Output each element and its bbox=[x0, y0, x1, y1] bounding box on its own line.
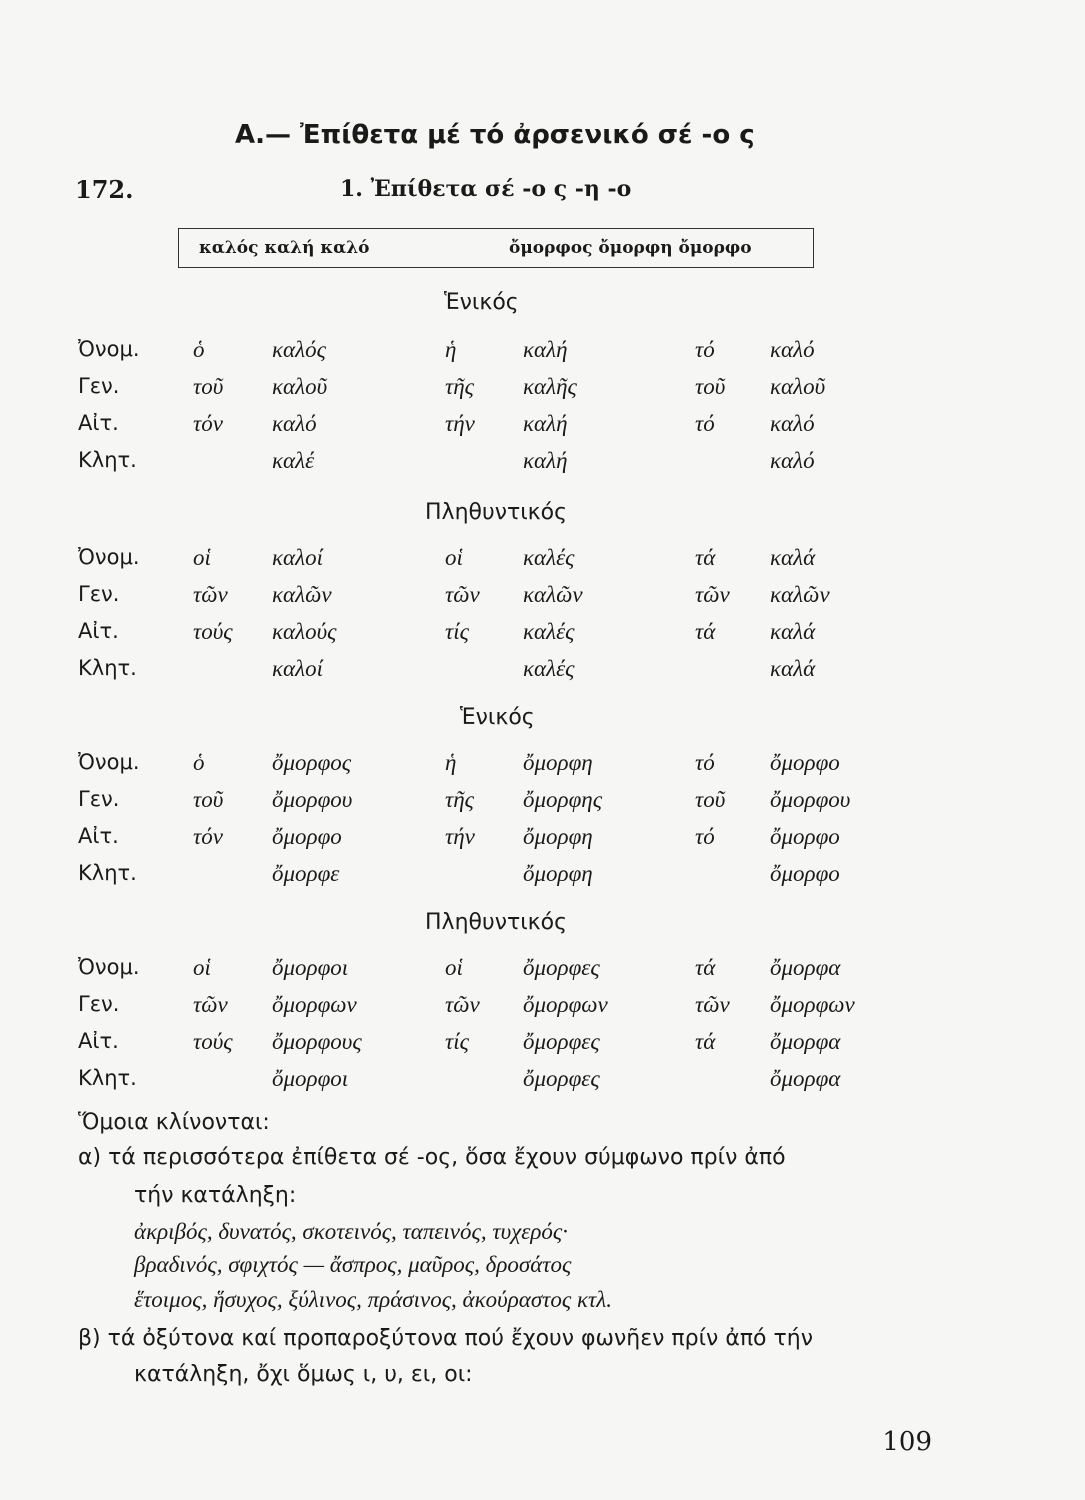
adjective-masc: ὄμορφε bbox=[272, 861, 340, 886]
article-fem: τῆς bbox=[445, 374, 474, 399]
adjective-fem: καλῶν bbox=[523, 582, 583, 607]
article-masc: τούς bbox=[193, 619, 233, 644]
adjective-fem: καλές bbox=[523, 619, 575, 644]
table-row bbox=[0, 1029, 1085, 1063]
adjective-fem: ὄμορφη bbox=[523, 824, 593, 849]
article-masc: τοῦ bbox=[193, 374, 224, 399]
box-right-paradigm: ὄμορφος ὄμορφη ὄμορφο bbox=[509, 238, 752, 258]
article-fem: τῶν bbox=[445, 992, 480, 1017]
notes-intro: Ὅμοια κλίνονται: bbox=[78, 1110, 270, 1135]
case-label: Γεν. bbox=[78, 992, 120, 1016]
adjective-masc: καλοῦ bbox=[272, 374, 328, 399]
article-masc: τοῦ bbox=[193, 787, 224, 812]
paragraph-number: 172. bbox=[75, 175, 134, 204]
table-row bbox=[0, 1066, 1085, 1100]
article-neut: τά bbox=[695, 619, 716, 644]
adjective-masc: καλέ bbox=[272, 448, 315, 473]
page-number: 109 bbox=[882, 1427, 932, 1457]
adjective-masc: ὄμορφου bbox=[272, 787, 353, 812]
case-label: Κλητ. bbox=[78, 1066, 137, 1090]
table-row bbox=[0, 619, 1085, 653]
article-neut: τό bbox=[695, 824, 715, 849]
case-label: Γεν. bbox=[78, 374, 120, 398]
adjective-masc: ὄμορφος bbox=[272, 750, 352, 775]
article-masc: τῶν bbox=[193, 992, 228, 1017]
case-label: Κλητ. bbox=[78, 656, 137, 680]
adjective-neut: καλό bbox=[770, 448, 815, 473]
adjective-masc: ὄμορφο bbox=[272, 824, 342, 849]
note-a-examples-3: ἕτοιμος, ἥσυχος, ξύλινος, πράσινος, ἀκούραστος κτλ. bbox=[134, 1287, 612, 1312]
heading-singular: Ἑνικός bbox=[460, 705, 535, 730]
article-fem: οἱ bbox=[445, 955, 463, 980]
article-neut: τά bbox=[695, 1029, 716, 1054]
article-fem: ἡ bbox=[445, 750, 457, 775]
adjective-fem: ὄμορφης bbox=[523, 787, 603, 812]
adjective-fem: καλῆς bbox=[523, 374, 577, 399]
article-fem: τήν bbox=[445, 411, 475, 436]
article-masc: οἱ bbox=[193, 955, 211, 980]
article-neut: τό bbox=[695, 411, 715, 436]
table-row bbox=[0, 992, 1085, 1026]
adjective-fem: καλές bbox=[523, 656, 575, 681]
article-fem: τῶν bbox=[445, 582, 480, 607]
adjective-fem: ὄμορφη bbox=[523, 750, 593, 775]
article-fem: τίς bbox=[445, 1029, 469, 1054]
article-fem: τίς bbox=[445, 619, 469, 644]
case-label: Κλητ. bbox=[78, 861, 137, 885]
article-masc: τούς bbox=[193, 1029, 233, 1054]
adjective-neut: καλά bbox=[770, 619, 816, 644]
table-row bbox=[0, 582, 1085, 616]
table-row bbox=[0, 337, 1085, 371]
table-row bbox=[0, 824, 1085, 858]
article-neut: τοῦ bbox=[695, 787, 726, 812]
article-neut: τά bbox=[695, 545, 716, 570]
case-label: Αἰτ. bbox=[78, 824, 119, 848]
article-masc: τόν bbox=[193, 411, 223, 436]
adjective-neut: καλά bbox=[770, 545, 816, 570]
adjective-fem: ὄμορφες bbox=[523, 1029, 600, 1054]
table-row bbox=[0, 411, 1085, 445]
case-label: Γεν. bbox=[78, 787, 120, 811]
adjective-masc: καλός bbox=[272, 337, 326, 362]
article-fem: τῆς bbox=[445, 787, 474, 812]
adjective-neut: καλῶν bbox=[770, 582, 830, 607]
table-row bbox=[0, 750, 1085, 784]
adjective-fem: καλή bbox=[523, 337, 568, 362]
article-masc: τῶν bbox=[193, 582, 228, 607]
article-neut: τά bbox=[695, 955, 716, 980]
adjective-fem: καλές bbox=[523, 545, 575, 570]
note-b-line-2: κατάληξη, ὄχι ὅμως ι, υ, ει, οι: bbox=[134, 1362, 473, 1387]
case-label: Ὀνομ. bbox=[78, 750, 140, 774]
adjective-masc: καλούς bbox=[272, 619, 337, 644]
case-label: Ὀνομ. bbox=[78, 337, 140, 361]
note-b-line-1: β) τά ὀξύτονα καί προπαροξύτονα πού ἔχουν φωνῆεν πρίν ἀπό τήν bbox=[78, 1326, 813, 1351]
case-label: Ὀνομ. bbox=[78, 545, 140, 569]
case-label: Κλητ. bbox=[78, 448, 137, 472]
article-fem: τήν bbox=[445, 824, 475, 849]
adjective-fem: ὄμορφες bbox=[523, 1066, 600, 1091]
heading-singular: Ἑνικός bbox=[444, 290, 519, 315]
note-a-line-1: α) τά περισσότερα ἐπίθετα σέ -ος, ὅσα ἔχουν σύμφωνο πρίν ἀπό bbox=[78, 1145, 786, 1170]
table-row bbox=[0, 448, 1085, 482]
article-neut: τό bbox=[695, 750, 715, 775]
adjective-fem: καλή bbox=[523, 411, 568, 436]
adjective-neut: καλοῦ bbox=[770, 374, 826, 399]
table-row bbox=[0, 656, 1085, 690]
section-title: Α.— Ἐπίθετα μέ τό ἀρσενικό σέ -ο ς bbox=[235, 120, 755, 150]
heading-plural: Πληθυντικός bbox=[425, 910, 568, 935]
article-masc: οἱ bbox=[193, 545, 211, 570]
note-a-examples-2: βραδινός, σφιχτός — ἄσπρος, μαῦρος, δροσάτος bbox=[134, 1252, 572, 1277]
adjective-neut: καλά bbox=[770, 656, 816, 681]
adjective-masc: ὄμορφων bbox=[272, 992, 357, 1017]
adjective-masc: καλῶν bbox=[272, 582, 332, 607]
case-label: Αἰτ. bbox=[78, 619, 119, 643]
adjective-neut: ὄμορφο bbox=[770, 861, 840, 886]
adjective-neut: καλό bbox=[770, 411, 815, 436]
adjective-fem: ὄμορφες bbox=[523, 955, 600, 980]
adjective-fem: καλή bbox=[523, 448, 568, 473]
article-masc: τόν bbox=[193, 824, 223, 849]
case-label: Αἰτ. bbox=[78, 411, 119, 435]
adjective-fem: ὄμορφη bbox=[523, 861, 593, 886]
adjective-masc: καλοί bbox=[272, 545, 323, 570]
article-neut: τό bbox=[695, 337, 715, 362]
table-row bbox=[0, 861, 1085, 895]
adjective-masc: ὄμορφους bbox=[272, 1029, 362, 1054]
adjective-fem: ὄμορφων bbox=[523, 992, 608, 1017]
case-label: Ὀνομ. bbox=[78, 955, 140, 979]
subsection-title: 1. Ἐπίθετα σέ -ο ς -η -ο bbox=[340, 176, 632, 202]
adjective-masc: ὄμορφοι bbox=[272, 1066, 349, 1091]
adjective-neut: ὄμορφα bbox=[770, 955, 841, 980]
article-masc: ὁ bbox=[193, 750, 205, 775]
table-row bbox=[0, 374, 1085, 408]
table-row bbox=[0, 787, 1085, 821]
note-a-line-2: τήν κατάληξη: bbox=[134, 1183, 297, 1208]
article-neut: τοῦ bbox=[695, 374, 726, 399]
adjective-masc: ὄμορφοι bbox=[272, 955, 349, 980]
article-neut: τῶν bbox=[695, 582, 730, 607]
note-a-examples-1: ἀκριβός, δυνατός, σκοτεινός, ταπεινός, τυχερός· bbox=[134, 1219, 568, 1244]
article-fem: οἱ bbox=[445, 545, 463, 570]
adjective-neut: ὄμορφο bbox=[770, 824, 840, 849]
case-label: Γεν. bbox=[78, 582, 120, 606]
adjective-neut: ὄμορφων bbox=[770, 992, 855, 1017]
box-left-paradigm: καλός καλή καλό bbox=[199, 238, 370, 258]
adjective-neut: καλό bbox=[770, 337, 815, 362]
table-row bbox=[0, 955, 1085, 989]
heading-plural: Πληθυντικός bbox=[425, 500, 568, 525]
adjective-masc: καλό bbox=[272, 411, 317, 436]
article-fem: ἡ bbox=[445, 337, 457, 362]
article-neut: τῶν bbox=[695, 992, 730, 1017]
adjective-neut: ὄμορφο bbox=[770, 750, 840, 775]
adjective-neut: ὄμορφα bbox=[770, 1066, 841, 1091]
adjective-neut: ὄμορφα bbox=[770, 1029, 841, 1054]
article-masc: ὁ bbox=[193, 337, 205, 362]
adjective-neut: ὄμορφου bbox=[770, 787, 851, 812]
adjective-masc: καλοί bbox=[272, 656, 323, 681]
table-row bbox=[0, 545, 1085, 579]
case-label: Αἰτ. bbox=[78, 1029, 119, 1053]
paradigm-box bbox=[178, 228, 814, 268]
